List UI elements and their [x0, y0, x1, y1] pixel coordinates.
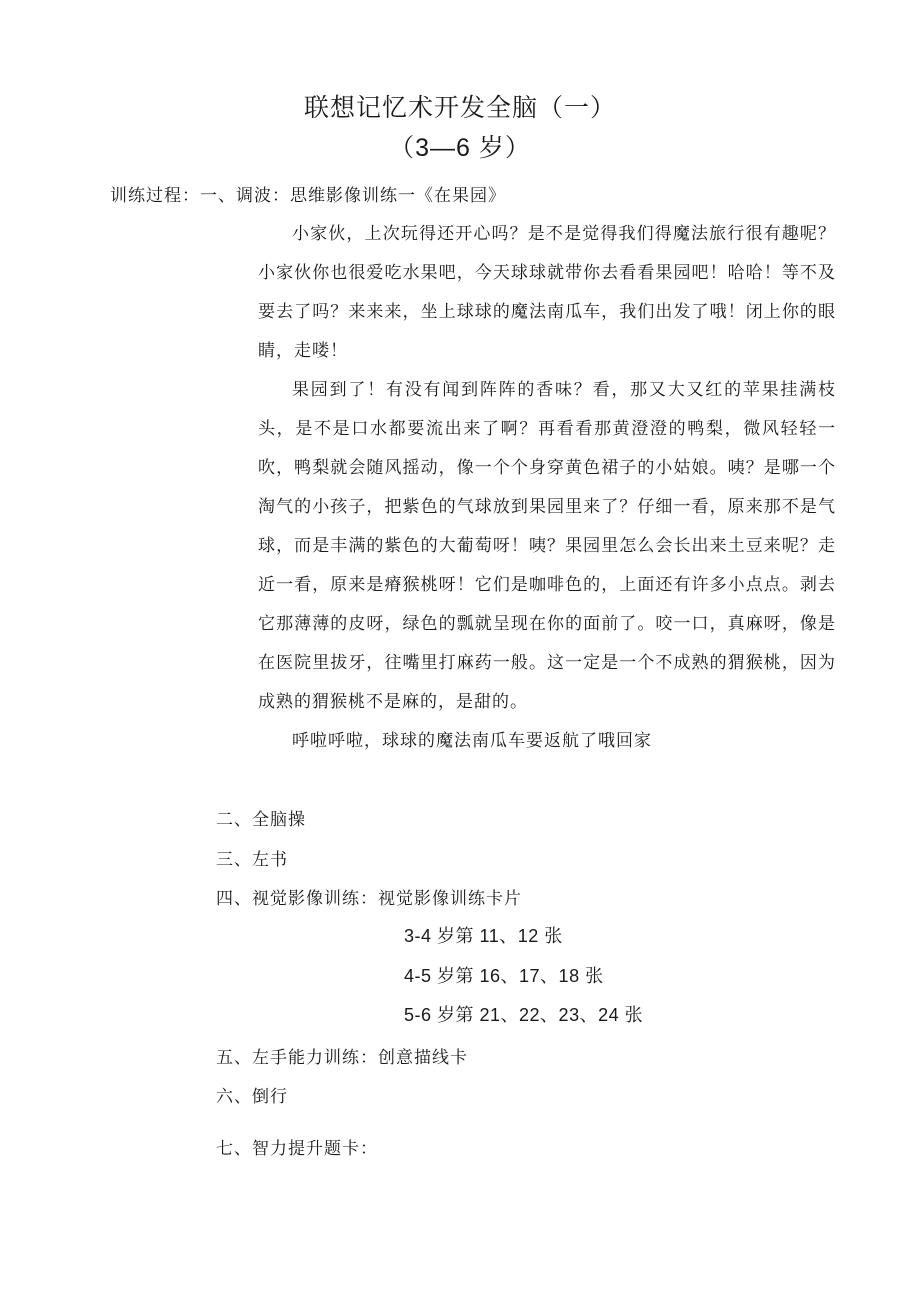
page-title: 联想记忆术开发全脑（一） — [303, 93, 616, 122]
item-visual-training: 四、视觉影像训练：视觉影像训练卡片 — [216, 889, 522, 909]
card-range-3-4: 3-4 岁第 11、12 张 — [404, 926, 563, 946]
story-text — [258, 215, 836, 761]
page-subtitle: （3—6 岁） — [389, 134, 531, 162]
item-full-brain-exercise: 二、全脑操 — [216, 810, 306, 830]
item-left-writing: 三、左书 — [216, 850, 288, 870]
item-intelligence-cards: 七、智力提升题卡： — [216, 1139, 378, 1159]
story-paragraph: 呼啦呼啦，球球的魔法南瓜车要返航了哦回家 — [292, 731, 652, 751]
story-paragraph: 果园到了！有没有闻到阵阵的香味？看，那又大又红的苹果挂满枝头，是不是口水都要流出来了啊？再看看那黄澄澄的鸭梨，微风轻轻一吹，鸭梨就会随风摇动，像一个个身穿黄色裙子的小姑娘。咦？是哪一个淘气的小孩子，把紫色的气球放到果园里来了？仔细一看，原来那不是气球，而是丰满的紫色的大葡萄呀！咦？果园里怎么会长出来土豆来呢？走近一看，原来是瘠猴桃呀！它们是咖啡色的，上面还有许多小点点。剥去它那薄薄的皮呀，绿色的瓢就呈现在你的面前了。咬一口，真麻呀，像是在医院里拔牙，往嘴里打麻药一般。这一定是一个不成熟的猬猴桃，因为成熟的猬猴桃不是麻的，是甜的。 — [258, 380, 836, 712]
training-process-line: 训练过程：一、调波：思维影像训练一《在果园》 — [110, 186, 506, 206]
card-range-4-5: 4-5 岁第 16、17、18 张 — [404, 966, 604, 986]
card-range-5-6: 5-6 岁第 21、22、23、24 张 — [404, 1005, 644, 1025]
item-left-hand-training: 五、左手能力训练：创意描线卡 — [216, 1048, 468, 1068]
item-walk-backward: 六、倒行 — [216, 1087, 288, 1107]
story-paragraph: 小家伙，上次玩得还开心吗？是不是觉得我们得魔法旅行很有趣呢？小家伙你也很爱吃水果吧，今天球球就带你去看看果园吧！哈哈！等不及要去了吗？来来来，坐上球球的魔法南瓜车，我们出发了哦！闭上你的眼睛，走喽！ — [258, 224, 836, 361]
